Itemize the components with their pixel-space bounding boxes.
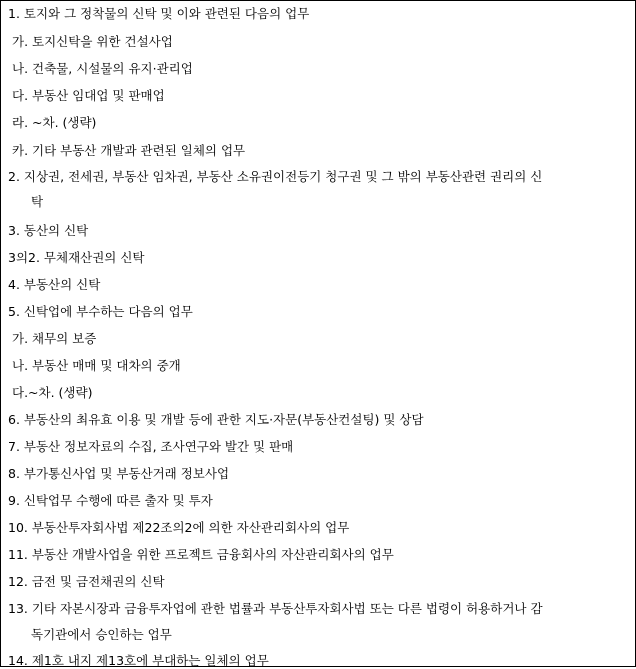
item-9: 9. 신탁업무 수행에 따른 출자 및 투자 [8, 493, 213, 508]
item-11: 11. 부동산 개발사업을 위한 프로젝트 금융회사의 자산관리회사의 업무 [8, 547, 394, 562]
item-2: 2. 지상권, 전세권, 부동산 임차권, 부동산 소유권이전등기 청구권 및 그 밖의 부동산관련 권리의 신 [8, 169, 543, 184]
item-7: 7. 부동산 정보자료의 수집, 조사연구와 발간 및 판매 [8, 439, 294, 454]
item-5: 5. 신탁업에 부수하는 다음의 업무 [8, 304, 193, 319]
item-8: 8. 부가통신사업 및 부동산거래 정보사업 [8, 466, 230, 481]
item-3-2: 3의2. 무체재산권의 신탁 [8, 250, 145, 265]
item-1-da: 다. 부동산 임대업 및 판매업 [12, 88, 165, 103]
item-5-na: 나. 부동산 매매 및 대차의 중개 [12, 358, 181, 373]
item-13: 13. 기타 자본시장과 금융투자업에 관한 법률과 부동산투자회사법 또는 다른 법령이 허용하거나 감 [8, 601, 543, 616]
item-3: 3. 동산의 신탁 [8, 223, 89, 238]
item-1-ka: 카. 기타 부동산 개발과 관련된 일체의 업무 [12, 143, 246, 158]
item-1-ga: 가. 토지신탁을 위한 건설사업 [12, 34, 173, 49]
item-1-ra: 라. ~차. (생략) [12, 115, 97, 130]
item-14: 14. 제1호 내지 제13호에 부대하는 일체의 업무 [8, 653, 269, 668]
item-1: 1. 토지와 그 정착물의 신탁 및 이와 관련된 다음의 업무 [8, 6, 310, 21]
item-5-da: 다.~차. (생략) [12, 385, 93, 400]
item-12: 12. 금전 및 금전채권의 신탁 [8, 574, 165, 589]
item-6: 6. 부동산의 최유효 이용 및 개발 등에 관한 지도·자문(부동산컨설팅) 및 상담 [8, 412, 424, 427]
item-1-na: 나. 건축물, 시설물의 유지·관리업 [12, 61, 193, 76]
item-4: 4. 부동산의 신탁 [8, 277, 101, 292]
item-2-continued: 탁 [31, 194, 44, 209]
item-5-ga: 가. 채무의 보증 [12, 331, 97, 346]
item-10: 10. 부동산투자회사법 제22조의2에 의한 자산관리회사의 업무 [8, 520, 350, 535]
item-13-continued: 독기관에서 승인하는 업무 [31, 627, 172, 642]
